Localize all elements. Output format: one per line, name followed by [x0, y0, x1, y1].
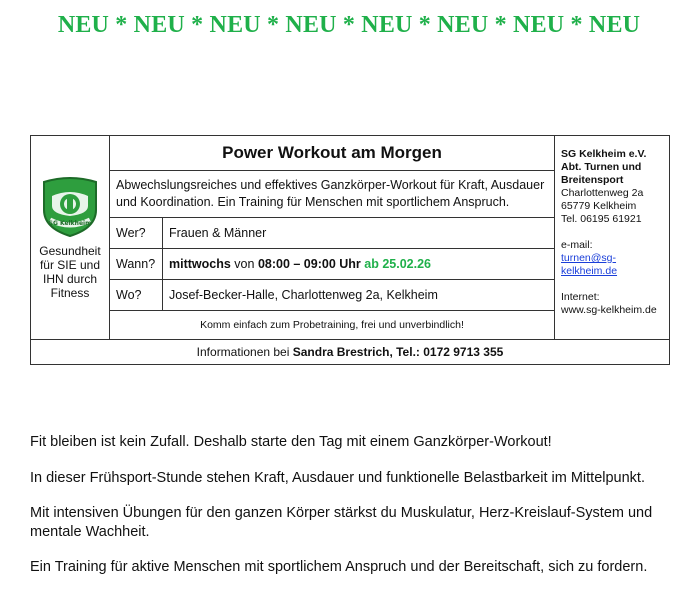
tagline-line: IHN durch	[42, 271, 98, 286]
footer-prefix: Informationen bei	[196, 345, 290, 359]
wann-von: von	[234, 257, 255, 271]
trial-note: Komm einfach zum Probetraining, frei und unverbindlich!	[110, 311, 555, 340]
paragraph: Mit intensiven Übungen für den ganzen Körper stärkst du Muskulatur, Herz-Kreislauf-System und mentale Wachheit.	[30, 505, 653, 540]
wann-value	[163, 249, 555, 280]
club-phone: Tel. 06195 61921	[561, 213, 642, 225]
club-contact-cell	[555, 136, 670, 340]
email-link[interactable]: turnen@sg-kelkheim.de	[561, 252, 618, 277]
course-description: Abwechslungsreiches und effektives Ganzkörper-Workout für Kraft, Ausdauer und Koordination. Ein Training für Menschen mit sportlichem Anspruch.	[110, 171, 555, 218]
tagline-line: Gesundheit	[39, 243, 101, 258]
email-label: e-mail:	[561, 239, 593, 251]
wann-day: mittwochs	[169, 257, 231, 271]
tagline-line: Fitness	[50, 285, 90, 300]
paragraph: Fit bleiben ist kein Zufall. Deshalb starte den Tag mit einem Ganzkörper-Workout!	[30, 434, 552, 450]
footer-contact: Sandra Brestrich, Tel.: 0172 9713 355	[292, 345, 504, 359]
course-title: Power Workout am Morgen	[110, 136, 555, 171]
info-footer	[31, 340, 670, 365]
sg-kelkheim-logo-icon	[40, 176, 100, 238]
paragraph: Ein Training für aktive Menschen mit sportlichem Anspruch und der Bereitschaft, sich zu fordern.	[30, 559, 648, 575]
club-street: Charlottenweg 2a	[561, 187, 644, 199]
wann-start-date: ab 25.02.26	[364, 257, 431, 271]
wer-value: Frauen & Männer	[163, 218, 555, 249]
wo-label: Wo?	[110, 280, 163, 311]
wann-time: 08:00 – 09:00 Uhr	[257, 257, 361, 271]
tagline-line: für SIE und	[39, 257, 101, 272]
paragraph: In dieser Frühsport-Stunde stehen Kraft, Ausdauer und funktionelle Belastbarkeit im Mittelpunkt.	[30, 469, 645, 486]
body-text	[30, 433, 680, 594]
new-banner: NEU * NEU * NEU * NEU * NEU * NEU * NEU * NEU	[57, 12, 641, 38]
wann-label: Wann?	[110, 249, 163, 280]
wer-label: Wer?	[110, 218, 163, 249]
web-label: Internet:	[561, 291, 600, 303]
club-city: 65779 Kelkheim	[561, 200, 637, 212]
course-info-table	[30, 135, 670, 365]
web-address: www.sg-kelkheim.de	[561, 304, 657, 316]
club-name: SG Kelkheim e.V.	[561, 148, 647, 160]
logo-cell	[31, 136, 110, 340]
tagline	[35, 244, 105, 300]
club-department: Abt. Turnen und Breitensport	[561, 161, 642, 186]
wo-value: Josef-Becker-Halle, Charlottenweg 2a, Kelkheim	[163, 280, 555, 311]
logo-text: SG Kelkheim	[48, 219, 92, 227]
